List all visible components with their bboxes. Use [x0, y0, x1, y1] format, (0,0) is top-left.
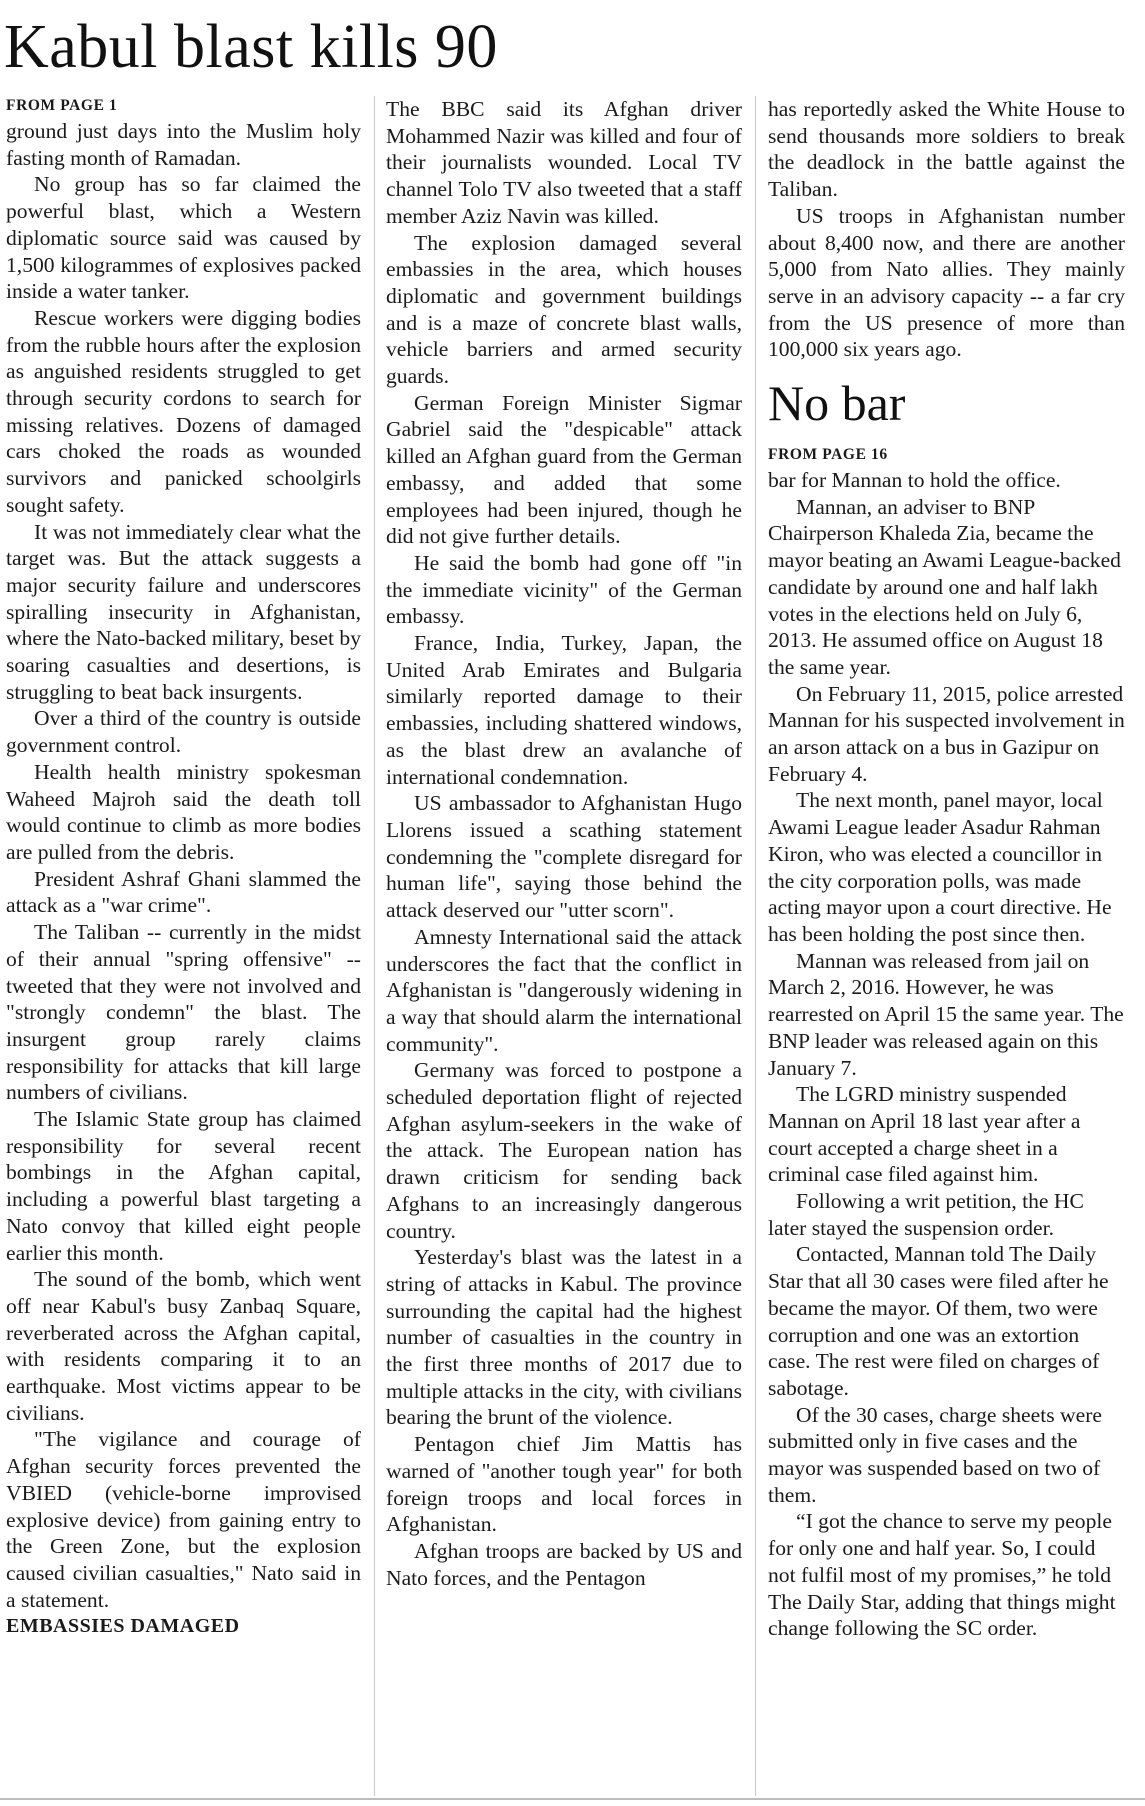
paragraph: Amnesty International said the attack underscores the fact that the conflict in Afghanistan is "dangerously widening in a way that should alarm the international community".: [386, 924, 742, 1056]
paragraph: Afghan troops are backed by US and Nato forces, and the Pentagon: [386, 1538, 742, 1590]
second-story-body: [768, 467, 1125, 1642]
paragraph: On February 11, 2015, police arrested Mannan for his suspected involvement in an arson attack on a bus in Gazipur on February 4.: [768, 681, 1125, 786]
column-divider: [755, 96, 756, 1796]
paragraph: The Taliban -- currently in the midst of their annual "spring offensive" -- tweeted that they were not involved and "strongly condemn" the blast. The insurgent group rarely claims responsibility for attacks that kill large numbers of civilians.: [6, 920, 361, 1105]
paragraph: President Ashraf Ghani slammed the attack as a "war crime".: [6, 866, 361, 918]
paragraph: US troops in Afghanistan number about 8,400 now, and there are another 5,000 from Nato allies. They mainly serve in an advisory capacity -- a far cry from the US presence of more than 100,000 six years ago.: [768, 203, 1125, 362]
second-story-title: No bar: [768, 375, 906, 432]
paragraph: The sound of the bomb, which went off near Kabul's busy Zanbaq Square, reverberated across the Afghan capital, with residents comparing it to an earthquake. Most victims appear to be civilians.: [6, 1267, 361, 1425]
paragraph: He said the bomb had gone off "in the immediate vicinity" of the German embassy.: [386, 550, 742, 629]
subhead: EMBASSIES DAMAGED: [6, 1615, 240, 1638]
paragraph: France, India, Turkey, Japan, the United Arab Emirates and Bulgaria similarly reported damage to their embassies, including shattered windows, as the blast drew an avalanche of international condemnation.: [386, 631, 742, 789]
paragraph: Yesterday's blast was the latest in a string of attacks in Kabul. The province surrounding the capital had the highest number of casualties in the country in the first three months of 2017 due to multiple attacks in the city, with civilians bearing the brunt of the violence.: [386, 1245, 742, 1430]
paragraph: Rescue workers were digging bodies from the rubble hours after the explosion as anguished residents struggled to get through security cordons to search for missing relatives. Dozens of damaged cars choked the roads as wounded survivors and panicked schoolgirls sought safety.: [6, 305, 361, 517]
paragraph: Contacted, Mannan told The Daily Star that all 30 cases were filed after he became the mayor. Of them, two were corruption and one was an extortion case. The rest were filed on charges of sabotage.: [768, 1242, 1109, 1400]
paragraph: US ambassador to Afghanistan Hugo Llorens issued a scathing statement condemning the "complete disregard for human life", saying those behind the attack deserved our "utter scorn".: [386, 791, 742, 923]
paragraph: Following a writ petition, the HC later stayed the suspension order.: [768, 1189, 1084, 1240]
article-column-1: [6, 96, 361, 1796]
paragraph: has reportedly asked the White House to send thousands more soldiers to break the deadlock in the battle against the Taliban.: [768, 97, 1125, 202]
paragraph: German Foreign Minister Sigmar Gabriel said the "despicable" attack killed an Afghan guard from the German embassy, and added that some employees had been injured, though he did not give further details.: [386, 390, 742, 549]
paragraph: The Islamic State group has claimed responsibility for several recent bombings in the Afghan capital, including a powerful blast targeting a Nato convoy that killed eight people earlier this month.: [6, 1107, 361, 1265]
headline: Kabul blast kills 90: [4, 13, 498, 81]
paragraph: Germany was forced to postpone a scheduled deportation flight of rejected Afghan asylum-seekers in the wake of the attack. The European nation has drawn criticism for sending back Afghans to an increasingly dangerous country.: [386, 1058, 742, 1243]
paragraph: Pentagon chief Jim Mattis has warned of "another tough year" for both foreign troops and local forces in Afghanistan.: [386, 1432, 742, 1537]
paragraph: Mannan was released from jail on March 2, 2016. However, he was rearrested on April 15 the same year. The BNP leader was released again on this January 7.: [768, 948, 1124, 1080]
paragraph: Mannan, an adviser to BNP Chairperson Khaleda Zia, became the mayor beating an Awami League-backed candidate by around one and half lakh votes in the elections held on July 6, 2013. He assumed office on August 18 the same year.: [768, 494, 1121, 679]
jump-label: FROM PAGE 1: [6, 97, 118, 114]
paragraph: Of the 30 cases, charge sheets were submitted only in five cases and the mayor was suspended based on two of them.: [768, 1402, 1102, 1507]
paragraph: The LGRD ministry suspended Mannan on April 18 last year after a court accepted a charge sheet in a criminal case filed against him.: [768, 1082, 1081, 1187]
paragraph: The next month, panel mayor, local Awami League leader Asadur Rahman Kiron, who was elected a councillor in the city corporation polls, was made acting mayor upon a court directive. He has been holding the post since then.: [768, 788, 1112, 946]
paragraph: "The vigilance and courage of Afghan security forces prevented the VBIED (vehicle-borne improvised explosive device) from gaining entry to the Green Zone, but the explosion caused civilian casualties," Nato said in a statement.: [6, 1427, 361, 1612]
paragraph: No group has so far claimed the powerful blast, which a Western diplomatic source said was caused by 1,500 kilogrammes of explosives packed inside a water tanker.: [6, 172, 361, 304]
paragraph: The BBC said its Afghan driver Mohammed Nazir was killed and four of their journalists wounded. Local TV channel Tolo TV also tweeted that a staff member Aziz Navin was killed.: [386, 97, 742, 228]
paragraph: “I got the chance to serve my people for only one and half year. So, I could not fulfil most of my promises,” he told The Daily Star, adding that things might change following the SC order.: [768, 1509, 1116, 1641]
paragraph: Over a third of the country is outside government control.: [6, 706, 361, 758]
article-column-3: [768, 96, 1125, 1796]
jump-label: FROM PAGE 16: [768, 446, 888, 464]
paragraph: The explosion damaged several embassies in the area, which houses diplomatic and government buildings and is a maze of concrete blast walls, vehicle barriers and armed security guards.: [386, 230, 742, 389]
bottom-rule: [0, 1798, 1145, 1800]
paragraph: ground just days into the Muslim holy fasting month of Ramadan.: [6, 119, 361, 170]
paragraph: It was not immediately clear what the target was. But the attack suggests a major security failure and underscores spiralling insecurity in Afghanistan, where the Nato-backed military, beset by soaring casualties and desertions, is struggling to beat back insurgents.: [6, 519, 361, 704]
column-divider: [374, 96, 375, 1796]
paragraph: bar for Mannan to hold the office.: [768, 468, 1061, 493]
article-column-2: [386, 96, 742, 1796]
paragraph: Health health ministry spokesman Waheed Majroh said the death toll would continue to climb as more bodies are pulled from the debris.: [6, 759, 361, 864]
